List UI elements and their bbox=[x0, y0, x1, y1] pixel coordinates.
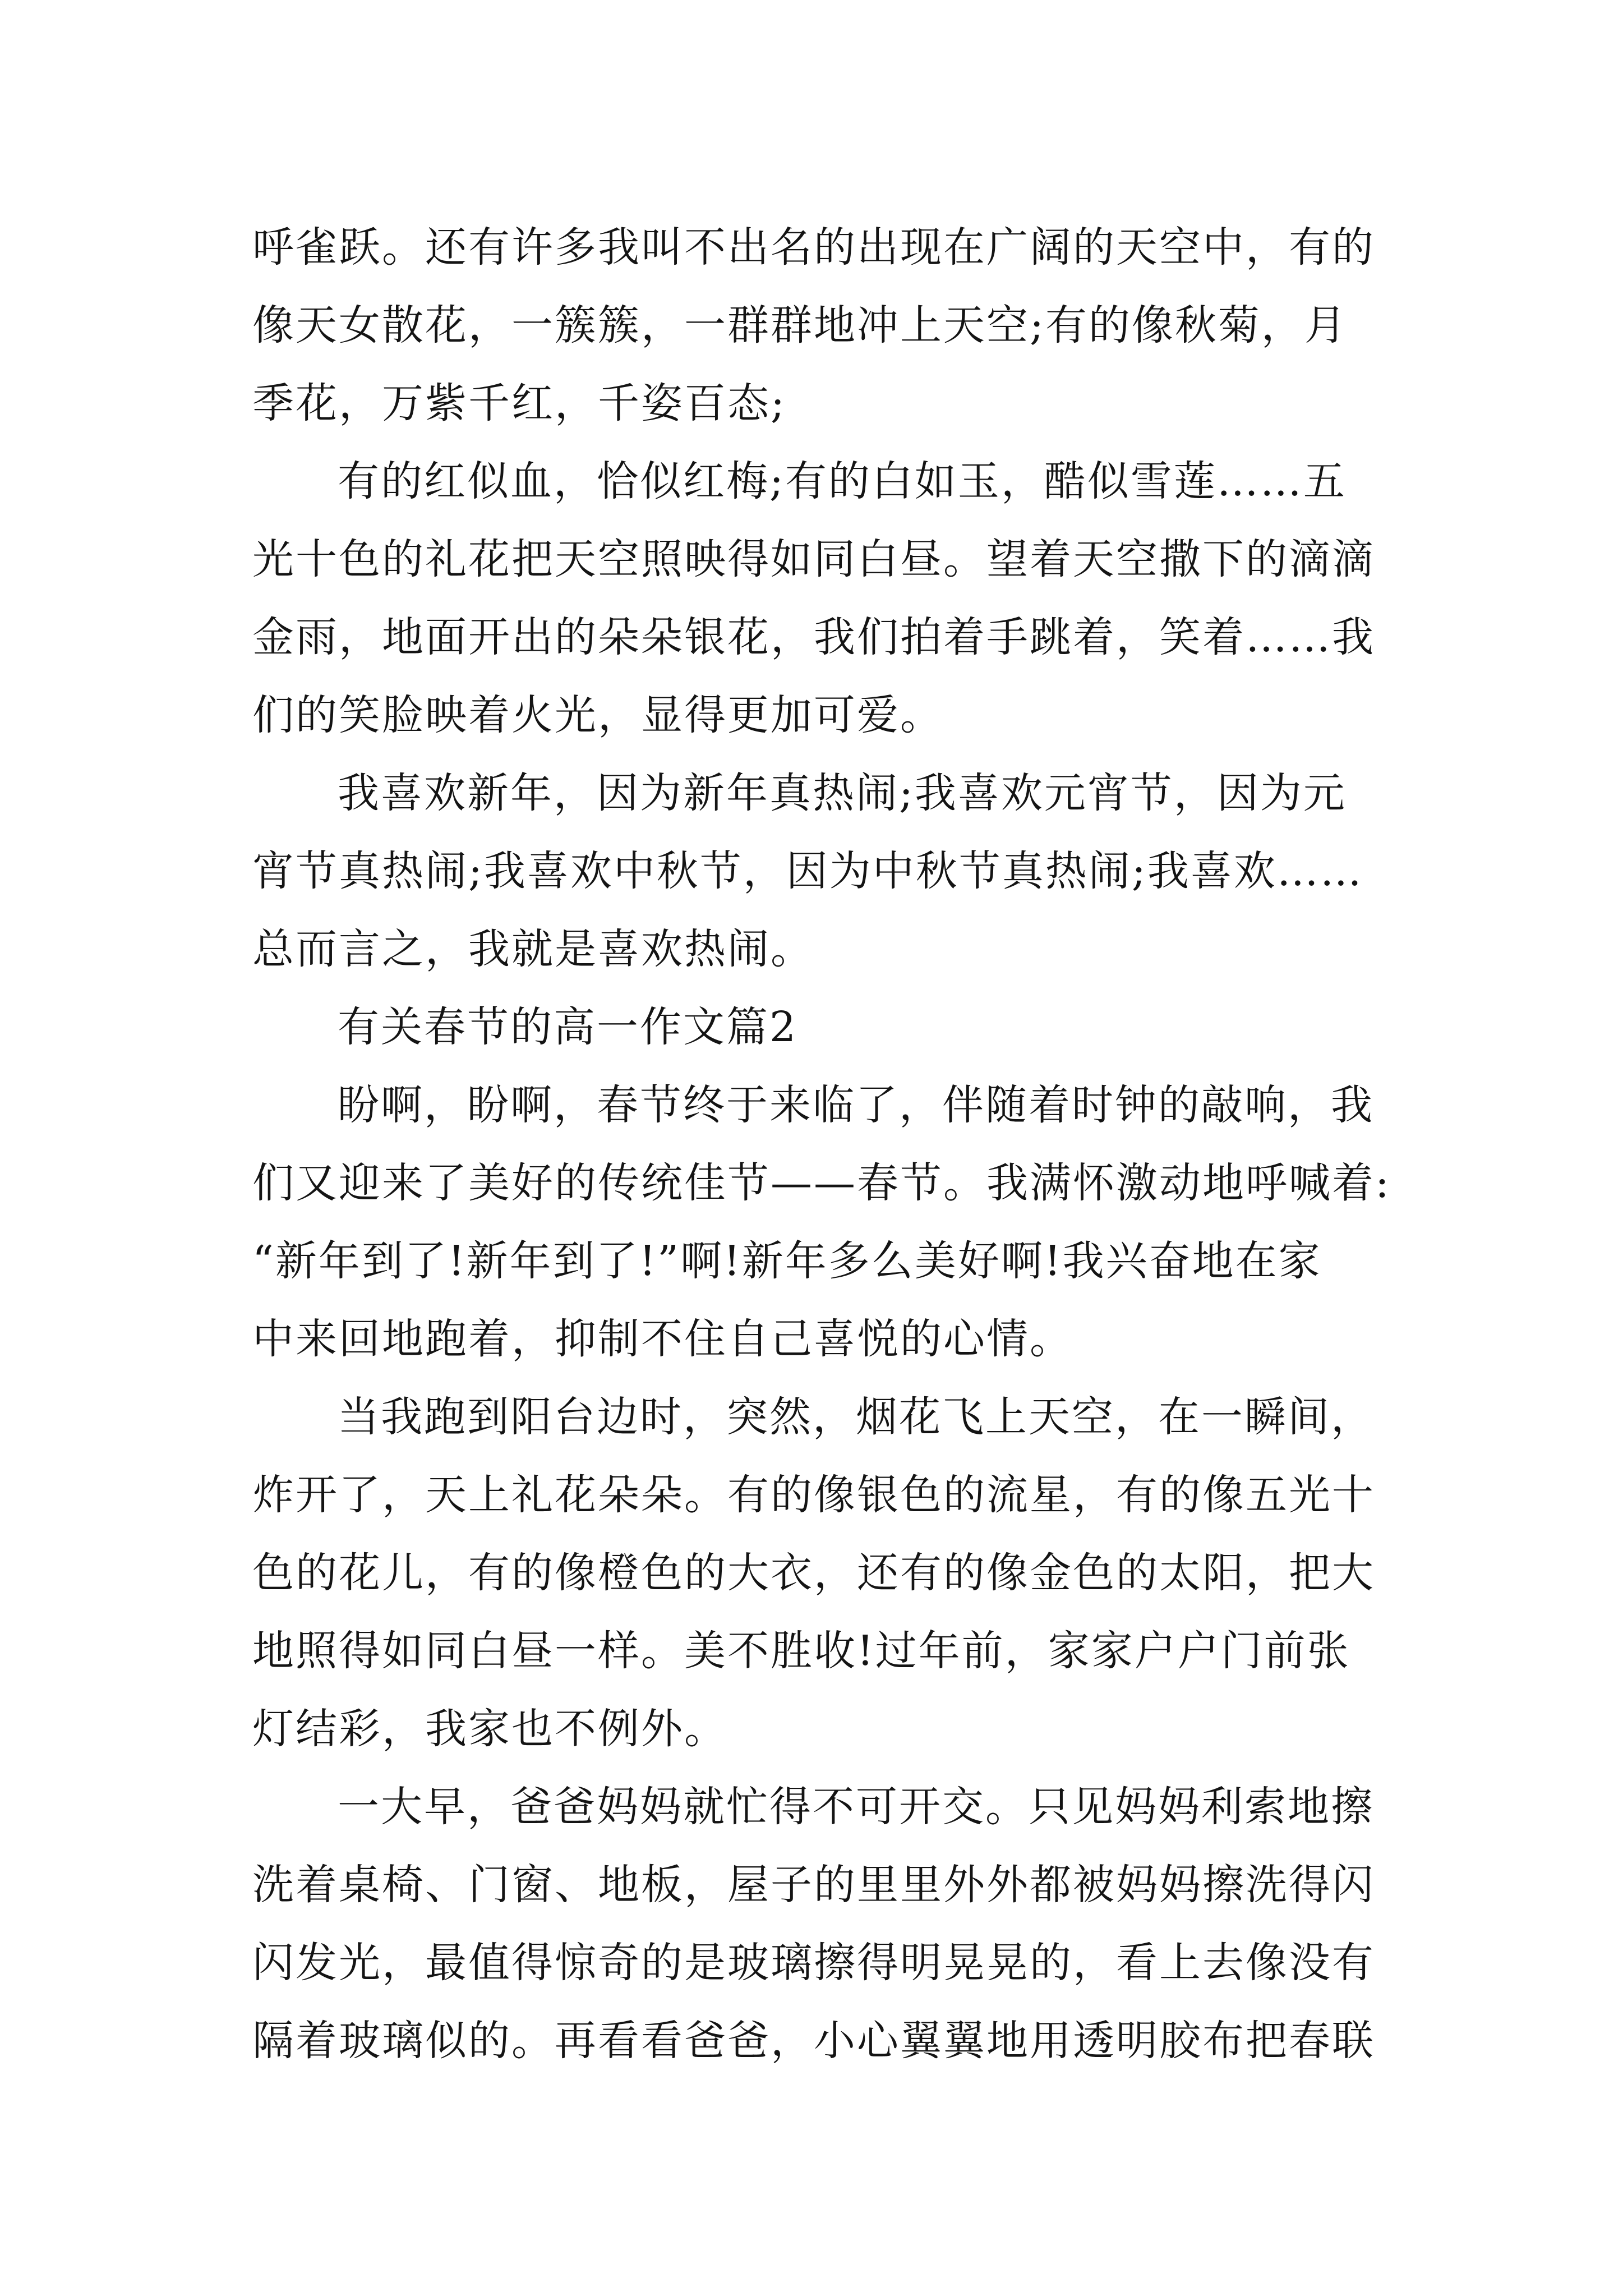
text-line: 像天女散花，一簇簇，一群群地冲上天空;有的像秋菊，月 bbox=[252, 301, 1348, 349]
paragraph-start-line: 盼啊，盼啊，春节终于来临了，伴随着时钟的敲响，我 bbox=[338, 1081, 1374, 1129]
text-line: 闪发光，最值得惊奇的是玻璃擦得明晃晃的，看上去像没有 bbox=[252, 1939, 1375, 1987]
text-line: 色的花儿，有的像橙色的大衣，还有的像金色的太阳，把大 bbox=[252, 1549, 1375, 1597]
text-line: 光十色的礼花把天空照映得如同白昼。望着天空撒下的滴滴 bbox=[252, 535, 1375, 583]
text-line: 灯结彩，我家也不例外。 bbox=[252, 1705, 727, 1753]
text-line: “新年到了!新年到了!”啊!新年多么美好啊!我兴奋地在家 bbox=[252, 1237, 1322, 1285]
text-line: 金雨，地面开出的朵朵银花，我们拍着手跳着，笑着……我 bbox=[252, 613, 1375, 661]
paragraph-start-line: 当我跑到阳台边时，突然，烟花飞上天空，在一瞬间， bbox=[338, 1393, 1374, 1441]
text-line: 们的笑脸映着火光，显得更加可爱。 bbox=[252, 691, 943, 739]
text-line: 季花，万紫千红，千姿百态; bbox=[252, 379, 786, 427]
text-line: 洗着桌椅、门窗、地板，屋子的里里外外都被妈妈擦洗得闪 bbox=[252, 1861, 1375, 1909]
text-line: 中来回地跑着，抑制不住自己喜悦的心情。 bbox=[252, 1315, 1073, 1363]
text-line: 呼雀跃。还有许多我叫不出名的出现在广阔的天空中，有的 bbox=[252, 223, 1375, 272]
text-line: 总而言之，我就是喜欢热闹。 bbox=[252, 925, 814, 973]
paragraph-start-line: 一大早，爸爸妈妈就忙得不可开交。只见妈妈利索地擦 bbox=[338, 1783, 1374, 1831]
paragraph-start-line: 我喜欢新年，因为新年真热闹;我喜欢元宵节，因为元 bbox=[338, 769, 1347, 817]
text-line: 地照得如同白昼一样。美不胜收!过年前，家家户户门前张 bbox=[252, 1627, 1350, 1675]
text-line: 隔着玻璃似的。再看看爸爸，小心翼翼地用透明胶布把春联 bbox=[252, 2017, 1375, 2065]
document-body bbox=[252, 209, 1391, 2080]
text-line: 炸开了，天上礼花朵朵。有的像银色的流星，有的像五光十 bbox=[252, 1471, 1375, 1519]
text-line: 宵节真热闹;我喜欢中秋节，因为中秋节真热闹;我喜欢…… bbox=[252, 847, 1363, 895]
section-heading: 有关春节的高一作文篇2 bbox=[338, 1003, 798, 1051]
text-line: 们又迎来了美好的传统佳节——春节。我满怀激动地呼喊着: bbox=[252, 1159, 1391, 1207]
paragraph-start-line: 有的红似血，恰似红梅;有的白如玉，酷似雪莲……五 bbox=[338, 457, 1347, 505]
